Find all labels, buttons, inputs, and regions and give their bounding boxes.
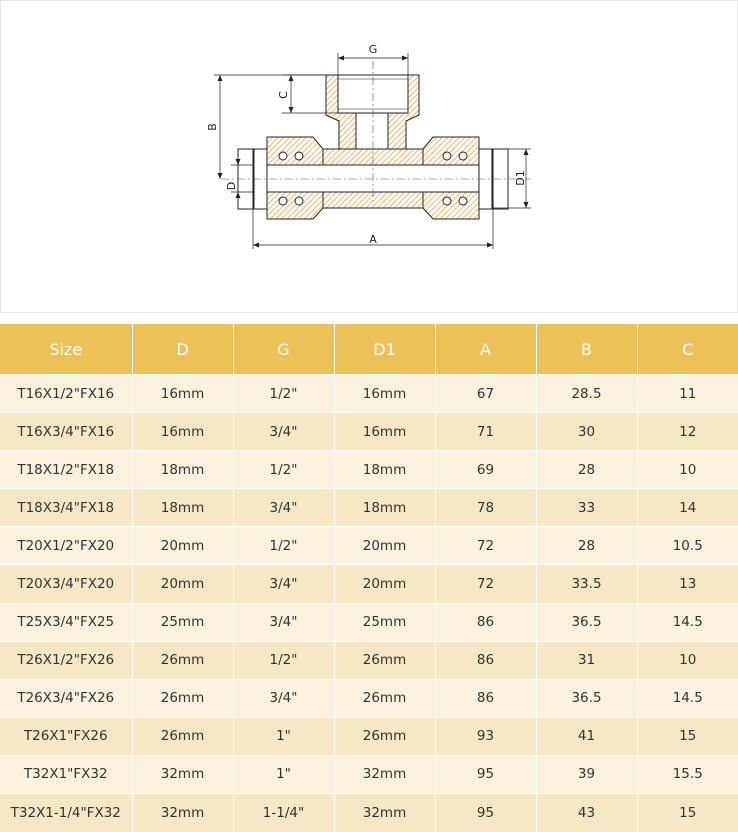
cell-b: 28.5 [536,375,637,413]
cell-g: 1/2" [233,527,334,565]
dimension-label-c: C [277,91,290,99]
cell-b: 28 [536,451,637,489]
cell-d: 26mm [132,641,233,679]
cell-d1: 26mm [334,717,435,755]
table-row [0,717,738,755]
cell-d1: 32mm [334,794,435,832]
column-header-g: G [233,324,334,375]
cell-size: T18X3/4"FX18 [0,489,132,527]
cell-size: T18X1/2"FX18 [0,451,132,489]
table-row [0,565,738,603]
dimension-label-g: G [368,43,378,56]
cell-c: 12 [637,413,738,451]
table-row [0,603,738,641]
specification-table [0,324,738,832]
cell-c: 10 [637,451,738,489]
cell-a: 67 [435,375,536,413]
column-header-d1: D1 [334,324,435,375]
cell-c: 15 [637,794,738,832]
cell-g: 3/4" [233,679,334,717]
cell-g: 1/2" [233,641,334,679]
dimension-label-a: A [369,233,377,246]
cell-d: 20mm [132,527,233,565]
cell-d: 16mm [132,413,233,451]
cell-c: 14 [637,489,738,527]
cell-a: 72 [435,565,536,603]
table-row [0,489,738,527]
cell-d1: 16mm [334,375,435,413]
cell-d: 26mm [132,679,233,717]
cell-d: 32mm [132,794,233,832]
cell-d: 26mm [132,717,233,755]
cell-g: 1" [233,755,334,793]
cell-size: T26X3/4"FX26 [0,679,132,717]
dimension-label-d1: D1 [514,170,527,186]
cell-d1: 26mm [334,641,435,679]
table-body [0,375,738,832]
cell-d1: 18mm [334,489,435,527]
table-header-row [0,324,738,375]
column-header-c: C [637,324,738,375]
cell-g: 1-1/4" [233,794,334,832]
cell-size: T16X3/4"FX16 [0,413,132,451]
cell-c: 10.5 [637,527,738,565]
cell-size: T16X1/2"FX16 [0,375,132,413]
table-row [0,413,738,451]
cell-g: 3/4" [233,413,334,451]
cell-b: 39 [536,755,637,793]
cell-b: 43 [536,794,637,832]
table-row [0,679,738,717]
cell-a: 86 [435,641,536,679]
cell-d1: 20mm [334,527,435,565]
cell-g: 3/4" [233,565,334,603]
cell-a: 71 [435,413,536,451]
cell-b: 36.5 [536,679,637,717]
cell-d: 25mm [132,603,233,641]
cell-size: T20X1/2"FX20 [0,527,132,565]
cell-c: 13 [637,565,738,603]
technical-drawing-panel [0,0,738,313]
cell-b: 30 [536,413,637,451]
cell-c: 14.5 [637,603,738,641]
cell-size: T25X3/4"FX25 [0,603,132,641]
table-row [0,451,738,489]
cell-d1: 16mm [334,413,435,451]
cell-size: T32X1"FX32 [0,755,132,793]
column-header-b: B [536,324,637,375]
cell-a: 86 [435,679,536,717]
table-row [0,375,738,413]
cell-d1: 18mm [334,451,435,489]
cell-size: T32X1-1/4"FX32 [0,794,132,832]
cell-b: 36.5 [536,603,637,641]
column-header-size: Size [0,324,132,375]
table-row [0,794,738,832]
cell-d1: 25mm [334,603,435,641]
tee-fitting-drawing [1,1,737,312]
cell-d: 32mm [132,755,233,793]
column-header-d: D [132,324,233,375]
cell-b: 41 [536,717,637,755]
cell-b: 33 [536,489,637,527]
table-row [0,755,738,793]
column-header-a: A [435,324,536,375]
cell-size: T26X1/2"FX26 [0,641,132,679]
cell-d1: 20mm [334,565,435,603]
cell-c: 10 [637,641,738,679]
cell-a: 69 [435,451,536,489]
cell-size: T20X3/4"FX20 [0,565,132,603]
table-row [0,641,738,679]
cell-b: 28 [536,527,637,565]
cell-a: 93 [435,717,536,755]
cell-c: 15 [637,717,738,755]
cell-g: 1/2" [233,451,334,489]
cell-c: 14.5 [637,679,738,717]
cell-d: 20mm [132,565,233,603]
cell-a: 95 [435,755,536,793]
dimension-label-d: D [225,181,238,191]
cell-d: 16mm [132,375,233,413]
cell-g: 1" [233,717,334,755]
cell-g: 1/2" [233,375,334,413]
cell-a: 86 [435,603,536,641]
cell-b: 31 [536,641,637,679]
cell-d1: 26mm [334,679,435,717]
cell-c: 11 [637,375,738,413]
cell-g: 3/4" [233,603,334,641]
cell-a: 72 [435,527,536,565]
cell-d: 18mm [132,451,233,489]
cell-size: T26X1"FX26 [0,717,132,755]
cell-b: 33.5 [536,565,637,603]
cell-d: 18mm [132,489,233,527]
cell-a: 78 [435,489,536,527]
table-row [0,527,738,565]
dimension-label-b: B [206,123,219,131]
cell-c: 15.5 [637,755,738,793]
cell-a: 95 [435,794,536,832]
cell-d1: 32mm [334,755,435,793]
cell-g: 3/4" [233,489,334,527]
